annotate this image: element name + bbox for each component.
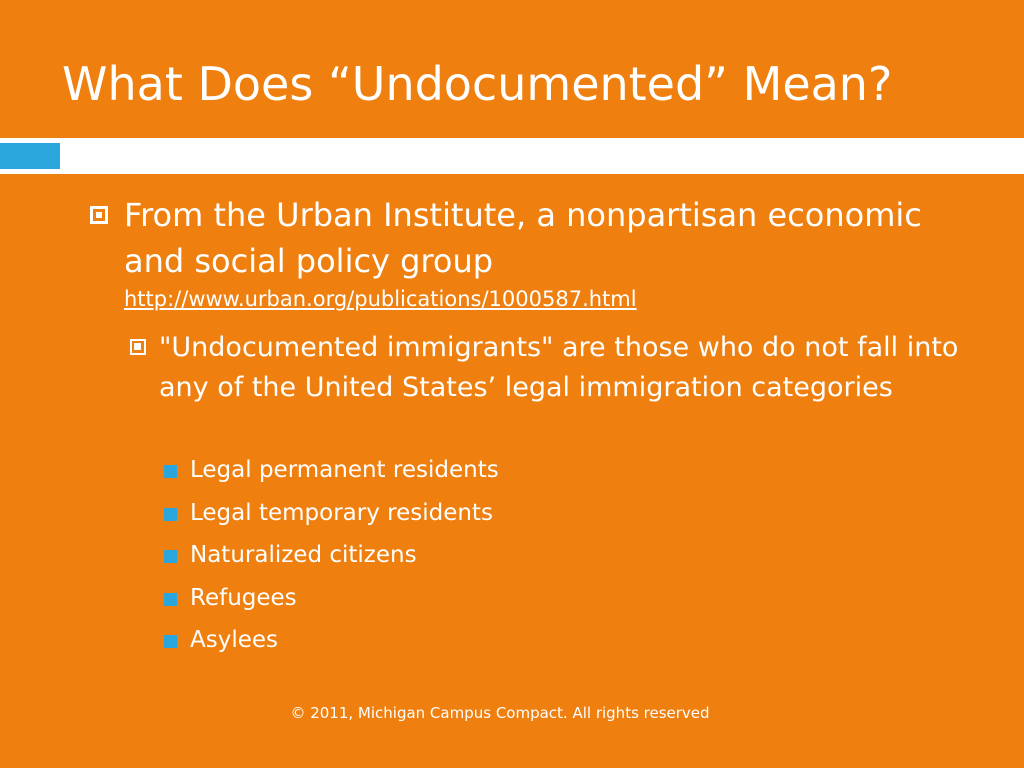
list-item-label: Asylees	[190, 627, 279, 653]
list-item-label: Legal temporary residents	[190, 499, 493, 526]
title-divider-accent	[0, 143, 60, 169]
bullet-level2-text: "Undocumented immigrants" are those who do not fall into any of the United States’ legal immigration categories	[159, 332, 959, 403]
source-link[interactable]: http://www.urban.org/publications/1000587.html	[124, 287, 637, 311]
hollow-square-bullet-icon	[130, 339, 146, 355]
footer	[0, 702, 1024, 724]
list-item-label: Legal permanent residents	[190, 457, 499, 483]
list-item-label: Refugees	[190, 584, 297, 611]
bullet-level1-text: From the Urban Institute, a nonpartisan economic and social policy group	[124, 196, 922, 280]
filled-square-bullet-icon	[164, 635, 177, 648]
title-divider-band	[0, 138, 1024, 174]
list-item	[164, 452, 864, 495]
list-item	[164, 495, 864, 538]
slide-title: What Does “Undocumented” Mean?	[62, 57, 893, 111]
filled-square-bullet-icon	[164, 508, 177, 521]
filled-square-bullet-icon	[164, 550, 177, 563]
footer-copyright: © 2011, Michigan Campus Compact. All rights reserved	[290, 704, 710, 722]
category-list	[164, 452, 864, 665]
bullet-level2	[130, 328, 960, 408]
bullet-level1	[90, 192, 980, 314]
list-item	[164, 580, 864, 623]
list-item	[164, 622, 864, 665]
list-item	[164, 537, 864, 580]
filled-square-bullet-icon	[164, 465, 177, 478]
filled-square-bullet-icon	[164, 593, 177, 606]
list-item-label: Naturalized citizens	[190, 542, 417, 568]
hollow-square-bullet-icon	[90, 206, 108, 224]
